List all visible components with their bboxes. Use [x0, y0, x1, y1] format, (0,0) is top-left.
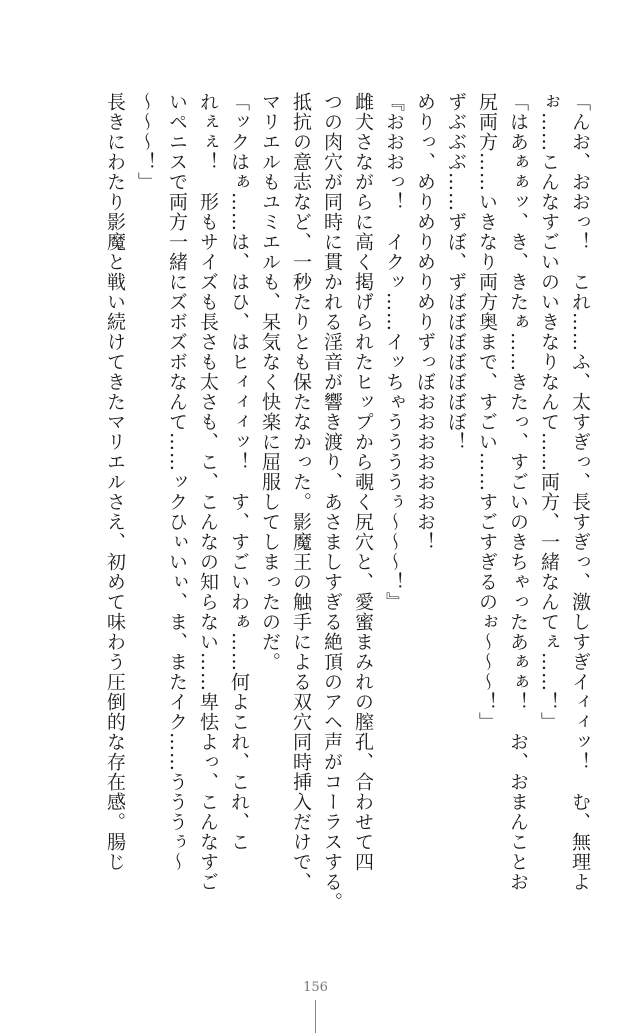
- text-line: ぉ……こんなすごいのいきなりなんて……両方、一緒なんてぇ……！」: [538, 92, 560, 732]
- text-line: 「ックはぁ……は、はひ、はヒィィィッ！ す、すごいわぁ……何よこれ、これ、こ: [228, 92, 250, 852]
- text-line: いペニスで両方一緒にズボズボなんて……ックひぃいぃ、ま、またイク……うううぅ～: [166, 92, 188, 872]
- text-line: 長きにわたり影魔と戦い続けてきたマリエルさえ、初めて味わう圧倒的な存在感。腸じ: [104, 92, 126, 872]
- text-line: 尻両方……いきなり両方奥まで、すごい……すごすぎるのぉ～～～！」: [476, 92, 498, 732]
- vertical-text-body: [35, 92, 595, 932]
- page-number-rule: [315, 1000, 316, 1033]
- text-line: マリエルもユミエルも、呆気なく快楽に屈服してしまったのだ。: [259, 92, 281, 672]
- text-line: めりっ、めりめりめりめりずっぼおおおおおおお！: [414, 92, 436, 552]
- text-line: ～～～！」: [135, 92, 157, 192]
- page-number: 156: [303, 980, 328, 995]
- text-line: ずぶぶぶ……ずぼ、ずぼぼぼぼぼぼぼ！: [445, 92, 467, 452]
- text-line: 「はあぁぁッ、き、きたぁ……きたっ、すごいのきちゃったあぁぁ！ お、おまんことお: [507, 92, 529, 892]
- text-line: つの肉穴が同時に貫かれる淫音が響き渡り、あさましすぎる絶頂のアヘ声がコーラスする。: [321, 92, 343, 912]
- text-line: 雌犬さながらに高く掲げられたヒップから覗く尻穴と、愛蜜まみれの膣孔、合わせて四: [352, 92, 374, 872]
- text-line: 抵抗の意志など、一秒たりとも保たなかった。影魔王の触手による双穴同時挿入だけで、: [290, 92, 312, 892]
- text-line: れぇぇ！ 形もサイズも長さも太さも、こ、こんなの知らない……卑怯よっ、こんなすご: [197, 92, 219, 892]
- text-line: 『おおおっ！ イクッ……イッちゃううううぅ～～～！』: [383, 92, 405, 612]
- text-line: 「んお、おおっ！ これ……ふ、太すぎっ、長すぎっ、激しすぎイィィッ！ む、無理よ: [569, 92, 591, 892]
